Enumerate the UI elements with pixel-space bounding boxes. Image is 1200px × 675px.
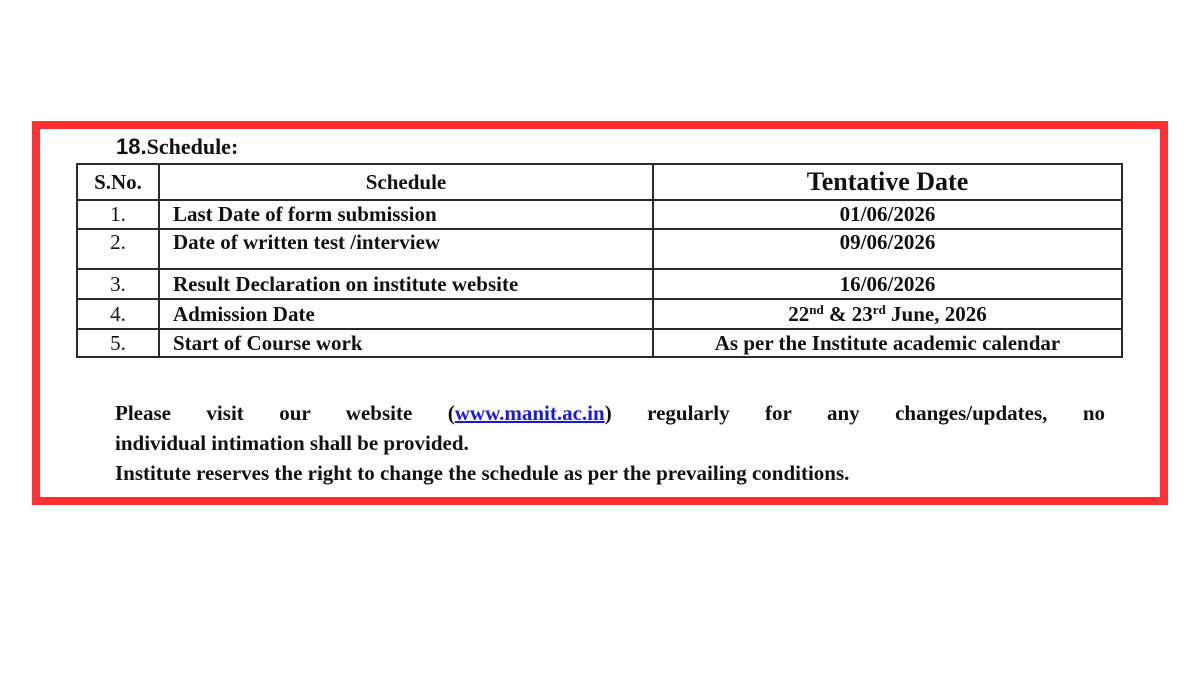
cell-schedule: Admission Date: [159, 299, 653, 329]
notes: [115, 398, 1105, 488]
date-day1: 22: [788, 301, 810, 326]
cell-sno: 3.: [77, 269, 159, 299]
date-sup1: nd: [809, 301, 824, 317]
cell-schedule: Last Date of form submission: [159, 200, 653, 229]
cell-sno: 1.: [77, 200, 159, 229]
cell-sno: 4.: [77, 299, 159, 329]
cell-schedule: Date of written test /interview: [159, 229, 653, 269]
cell-date: As per the Institute academic calendar: [653, 329, 1122, 357]
date-day2: 23: [851, 301, 873, 326]
table-header-row: [77, 164, 1122, 200]
date-rest: June, 2026: [885, 301, 987, 326]
cell-sno: 5.: [77, 329, 159, 357]
section-title: Schedule:: [146, 134, 239, 159]
table-row: [77, 229, 1122, 269]
header-tentative-date: Tentative Date: [653, 164, 1122, 200]
table-row: [77, 299, 1122, 329]
note-suffix: ) regularly for any changes/updates, no: [604, 401, 1106, 425]
date-mid: &: [823, 301, 852, 326]
section-heading: [116, 133, 238, 161]
cell-date: [653, 299, 1122, 329]
cell-schedule: Start of Course work: [159, 329, 653, 357]
note-website-line2: individual intimation shall be provided.: [115, 431, 469, 455]
section-number: 18.: [116, 134, 147, 159]
note-prefix: Please visit our website (: [115, 401, 455, 425]
table-row: [77, 200, 1122, 229]
cell-schedule: Result Declaration on institute website: [159, 269, 653, 299]
date-sup2: rd: [872, 301, 886, 317]
note-website: [115, 398, 1105, 458]
table-row: [77, 329, 1122, 357]
schedule-table: [76, 163, 1123, 358]
cell-sno: 2.: [77, 229, 159, 269]
cell-date: 09/06/2026: [653, 229, 1122, 269]
header-schedule: Schedule: [159, 164, 653, 200]
cell-date: 01/06/2026: [653, 200, 1122, 229]
note-website-line1: [115, 398, 1105, 428]
website-link[interactable]: www.manit.ac.in: [454, 401, 605, 425]
cell-date: 16/06/2026: [653, 269, 1122, 299]
table-row: [77, 269, 1122, 299]
note-schedule-change: Institute reserves the right to change the schedule as per the prevailing conditions.: [115, 461, 850, 485]
header-sno: S.No.: [77, 164, 159, 200]
